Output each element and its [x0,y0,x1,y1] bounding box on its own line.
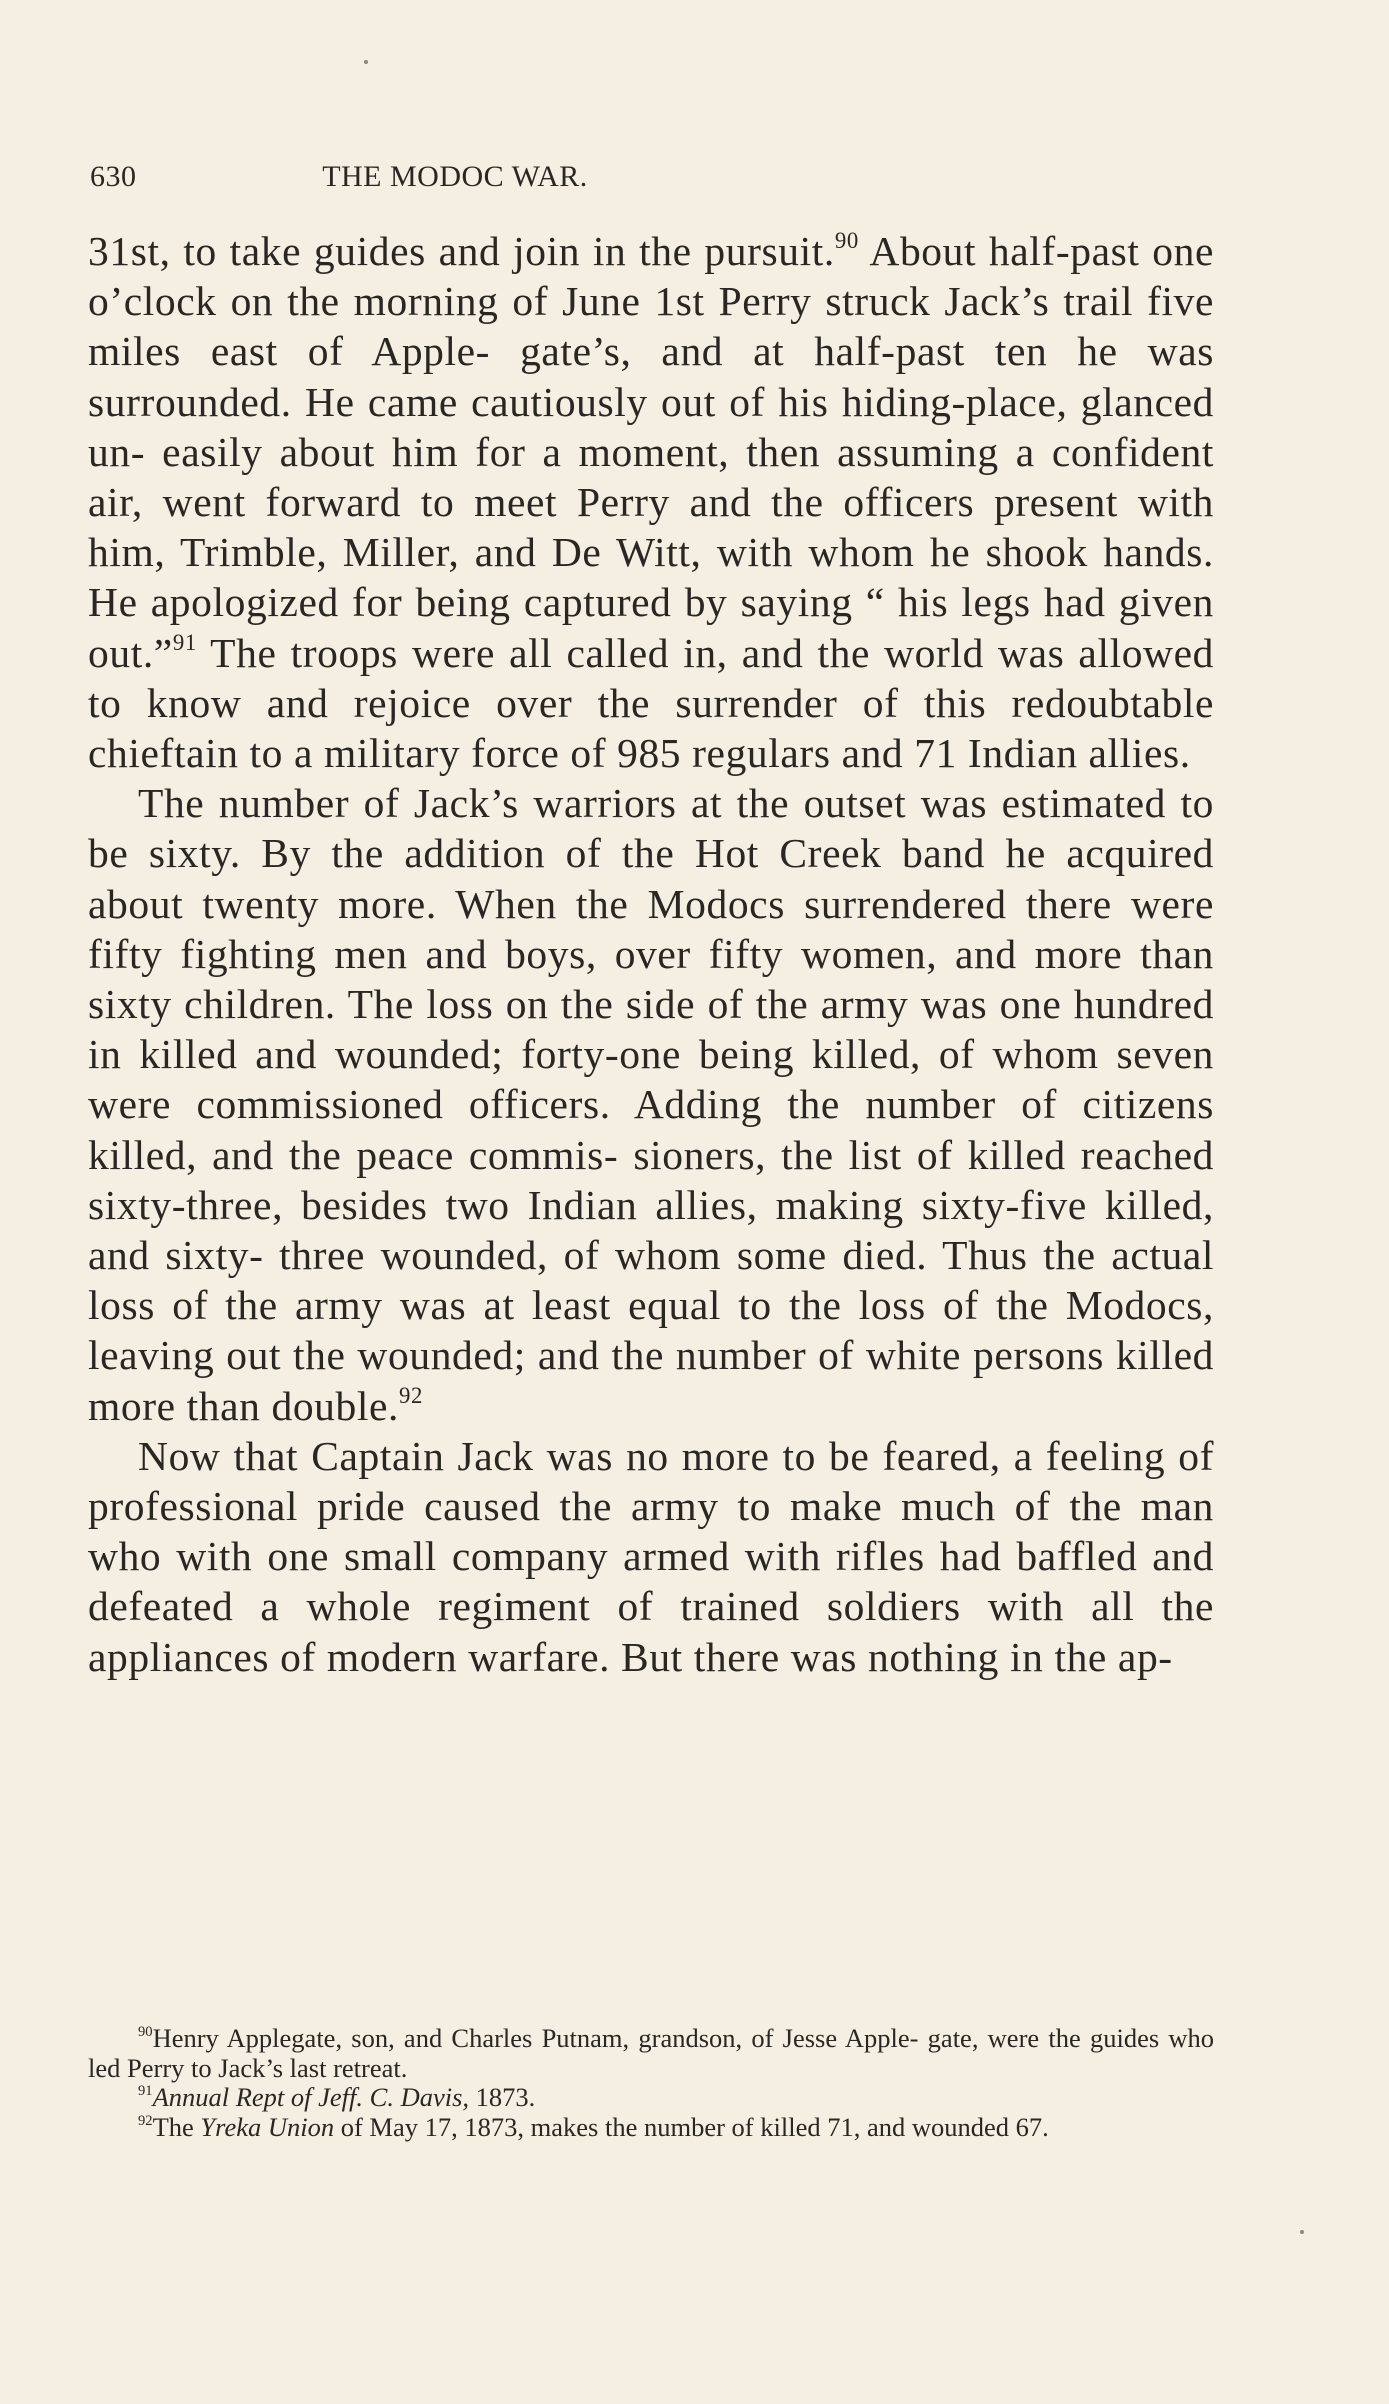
page-header [90,160,820,200]
page-number: 630 [90,160,137,193]
footnote-mark: 91 [138,2083,153,2100]
paper-speck [1300,2230,1304,2234]
footnote-91: $^{91}$Annual Rept of Jeff. C. Davis, 1873. [138,2082,536,2112]
footnote-ref-92: 92 [399,1382,424,1408]
footnote-ref-91: 91 [172,629,197,655]
paragraph-3: Now that Captain Jack was no more to be feared, a feeling of professional pride caused the army to make much of the man who with one small company armed with rifles had baffled and defeated a whole regiment of trained soldiers with all the appliances of modern warfare. But there was nothing in the ap- [88,1432,1214,1680]
footnote-ref-90: 90 [834,227,859,253]
paragraph-2: The number of Jack’s warriors at the outset was estimated to be sixty. By the addition of the Hot Creek band he acquired about twenty more. When the Modocs surrendered there were fifty fighting men and boys, over fifty women, and more than sixty children. The loss on the side of the army was one hundred in killed and wounded; forty-one being killed, of whom seven were commissioned officers. Adding the number of citizens killed, and the peace commis- sioners, the list of killed reached sixty-three, besides two Indian allies, making sixty-five killed, and sixty- three wounded, of whom some died. Thus the actual loss of the army was at least equal to the loss of the Modocs, leaving out the wounded; and the number of white persons killed more than double.$^{92}$ [88,780,1214,1429]
footnote-mark: 90 [138,2024,153,2041]
body-text [88,226,1214,1682]
running-title: THE MODOC WAR. [322,160,588,193]
paragraph-1: 31st, to take guides and join in the pursuit.$^{90}$ About half-past one o’clock on the morning of June 1st Perry struck Jack’s trail five miles east of Apple- gate’s, and at half-past ten he was surrounded. He came cautiously out of his hiding-place, glanced un- easily about him for a moment, then assuming a confident air, went forward to meet Perry and the officers present with him, Trimble, Miller, and De Witt, with whom he shook hands. He apologized for being captured by saying “ his legs had given out.”$^{91}$ The troops were all called in, and the world was allowed to know and rejoice over the surrender of this redoubtable chieftain to a military force of 985 regulars and 71 Indian allies. [88,227,1215,777]
footnote-92: $^{92}$The Yreka Union of May 17, 1873, makes the number of killed 71, and wounded 67. [138,2111,1049,2142]
footnote-90: $^{90}$Henry Applegate, son, and Charles Putnam, grandson, of Jesse Apple- gate, were the guides who led Perry to Jack’s last retreat. [88,2023,1214,2083]
footnotes [88,2024,1214,2142]
paper-speck [364,60,368,64]
footnote-mark: 92 [138,2112,153,2129]
